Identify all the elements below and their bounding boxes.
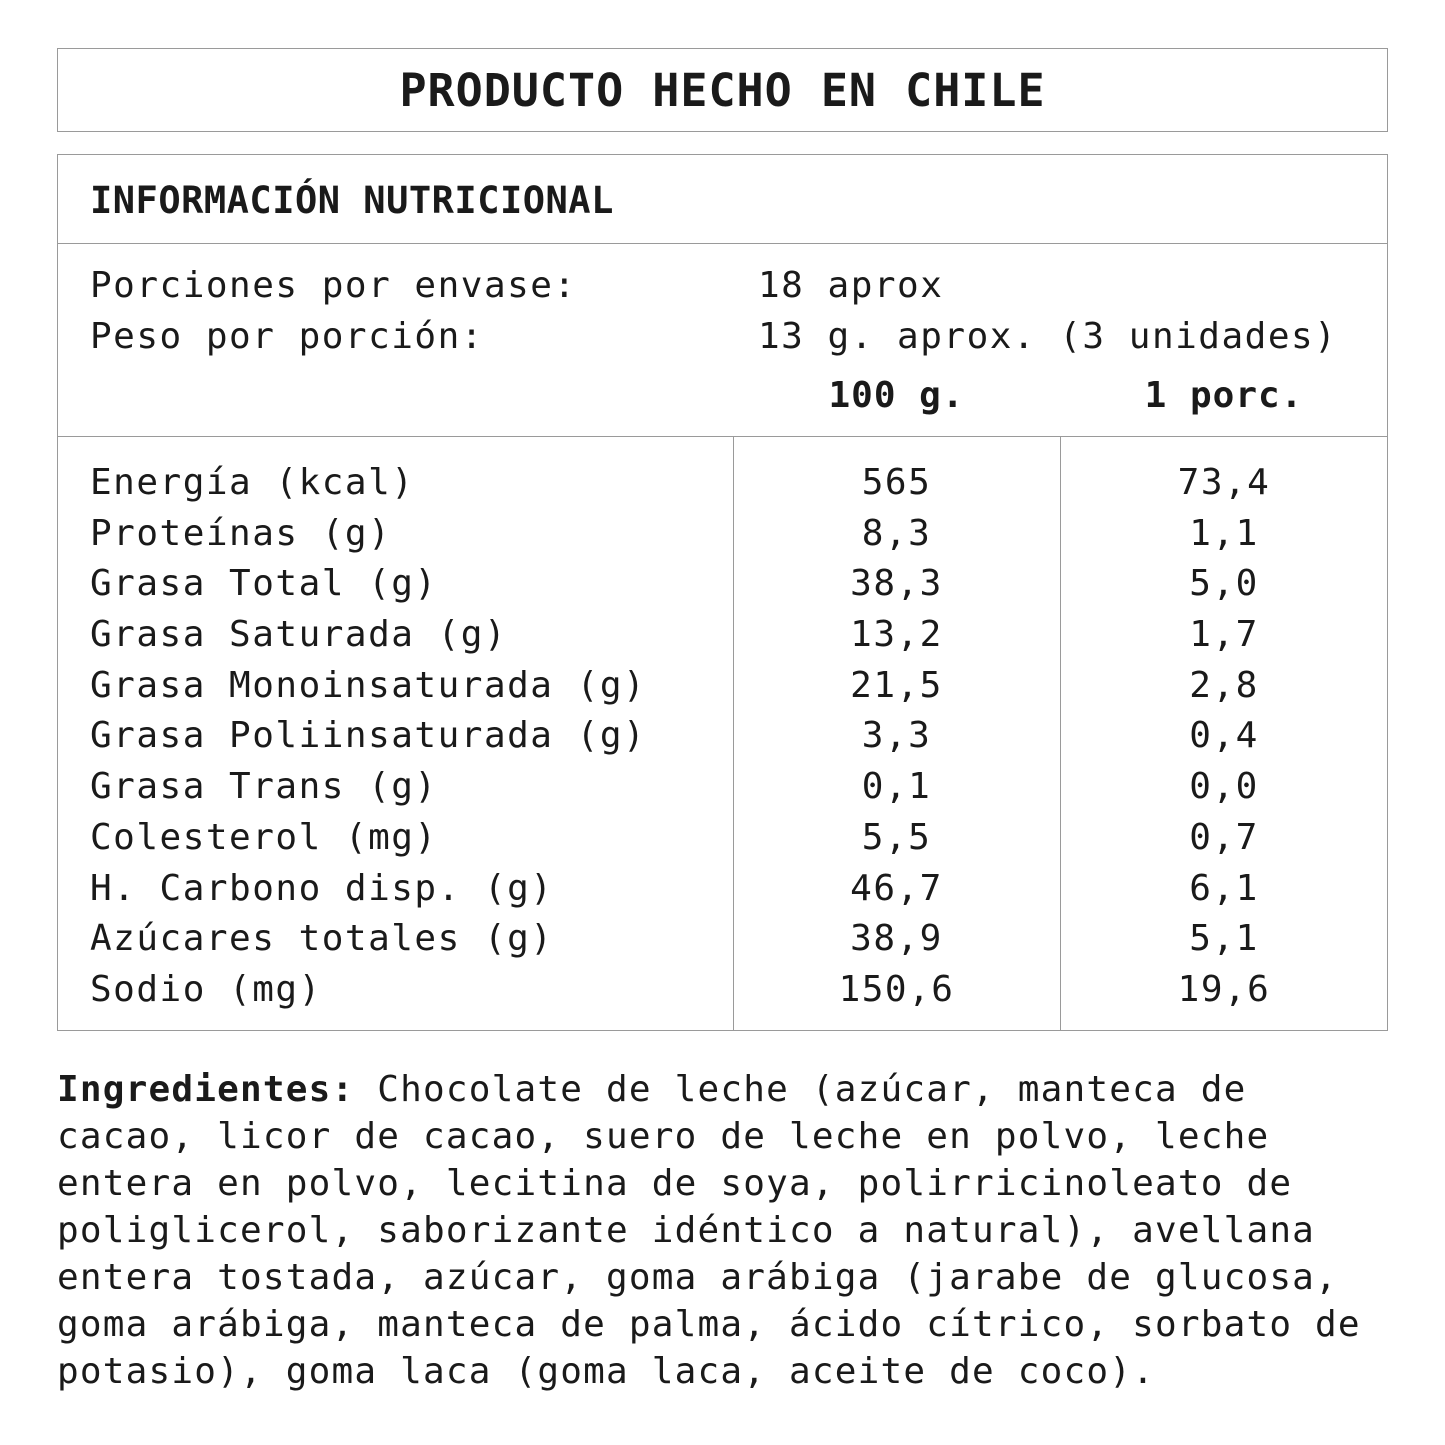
- column-header-portion: 1 porc.: [1144, 375, 1304, 416]
- value-per-100g: 150,6: [838, 968, 955, 1010]
- nutrient-label: H. Carbono disp. (g): [90, 867, 554, 909]
- nutrient-rows: [58, 461, 1387, 1019]
- nutrient-label: Grasa Total (g): [90, 563, 438, 605]
- nutrient-table: [58, 437, 1387, 1030]
- table-row: [58, 664, 1387, 715]
- table-row: [58, 968, 1387, 1019]
- value-per-portion: 73,4: [1177, 462, 1271, 503]
- serving-info: [58, 244, 1387, 437]
- value-per-100g: 38,3: [850, 563, 943, 605]
- nutrient-label: Grasa Saturada (g): [90, 614, 508, 656]
- table-row: [58, 867, 1387, 918]
- nutrient-label: Grasa Trans (g): [90, 766, 438, 808]
- table-row: [58, 917, 1387, 968]
- value-per-100g: 5,5: [861, 816, 932, 858]
- table-row: [58, 765, 1387, 816]
- value-per-100g: 13,2: [850, 614, 943, 656]
- value-per-portion: 6,1: [1189, 867, 1259, 909]
- value-per-portion: 1,7: [1189, 614, 1259, 656]
- value-per-100g: 8,3: [861, 512, 932, 554]
- origin-title: PRODUCTO HECHO EN CHILE: [399, 63, 1046, 117]
- nutrition-title: INFORMACIÓN NUTRICIONAL: [90, 179, 614, 222]
- value-per-portion: 19,6: [1177, 968, 1271, 1010]
- nutrient-label: Azúcares totales (g): [90, 918, 554, 960]
- weight-value: 13 g. aprox. (3 unidades): [758, 316, 1338, 357]
- value-per-100g: 565: [861, 462, 932, 503]
- ingredients-paragraph: [57, 1066, 1397, 1395]
- servings-value: 18 aprox: [758, 265, 944, 306]
- value-per-100g: 3,3: [861, 715, 932, 757]
- value-per-100g: 0,1: [861, 766, 932, 808]
- table-row: [58, 613, 1387, 664]
- value-per-100g: 21,5: [850, 664, 943, 706]
- nutrient-label: Sodio (mg): [90, 968, 322, 1010]
- table-row: [58, 512, 1387, 563]
- column-header-100g: 100 g.: [828, 375, 965, 416]
- ingredients-text: Chocolate de leche (azúcar, manteca de cacao, licor de cacao, suero de leche en polvo, leche entera en polvo, lecitina de soya, polirricinoleato de poliglicerol, saborizante idéntico a natural), avellana entera tostada, azúcar, goma arábiga (jarabe de glucosa, goma arábiga, manteca de palma, ácido cítrico, sorbato de potasio), goma laca (goma laca, aceite de coco).: [57, 1069, 1361, 1392]
- origin-banner: [57, 48, 1388, 132]
- table-row: [58, 562, 1387, 613]
- value-per-portion: 0,7: [1189, 816, 1259, 858]
- nutrient-label: Energía (kcal): [90, 462, 415, 503]
- servings-label: Porciones por envase:: [90, 265, 577, 306]
- nutrient-label: Grasa Monoinsaturada (g): [90, 664, 647, 706]
- value-per-100g: 46,7: [850, 867, 943, 909]
- value-per-100g: 38,9: [850, 918, 943, 960]
- value-per-portion: 0,4: [1189, 715, 1259, 757]
- nutrient-label: Colesterol (mg): [90, 816, 438, 858]
- table-row: [58, 714, 1387, 765]
- table-row: [58, 816, 1387, 867]
- nutrition-header: [58, 155, 1387, 244]
- ingredients-label: Ingredientes:: [57, 1069, 355, 1110]
- value-per-portion: 5,1: [1189, 918, 1259, 960]
- value-per-portion: 1,1: [1189, 512, 1259, 554]
- nutrition-facts-table: [57, 154, 1388, 1031]
- nutrient-label: Grasa Poliinsaturada (g): [90, 715, 647, 757]
- table-row: [58, 461, 1387, 512]
- nutrient-label: Proteínas (g): [90, 512, 392, 554]
- value-per-portion: 0,0: [1189, 766, 1259, 808]
- weight-label: Peso por porción:: [90, 316, 484, 357]
- value-per-portion: 5,0: [1189, 563, 1259, 605]
- value-per-portion: 2,8: [1189, 664, 1259, 706]
